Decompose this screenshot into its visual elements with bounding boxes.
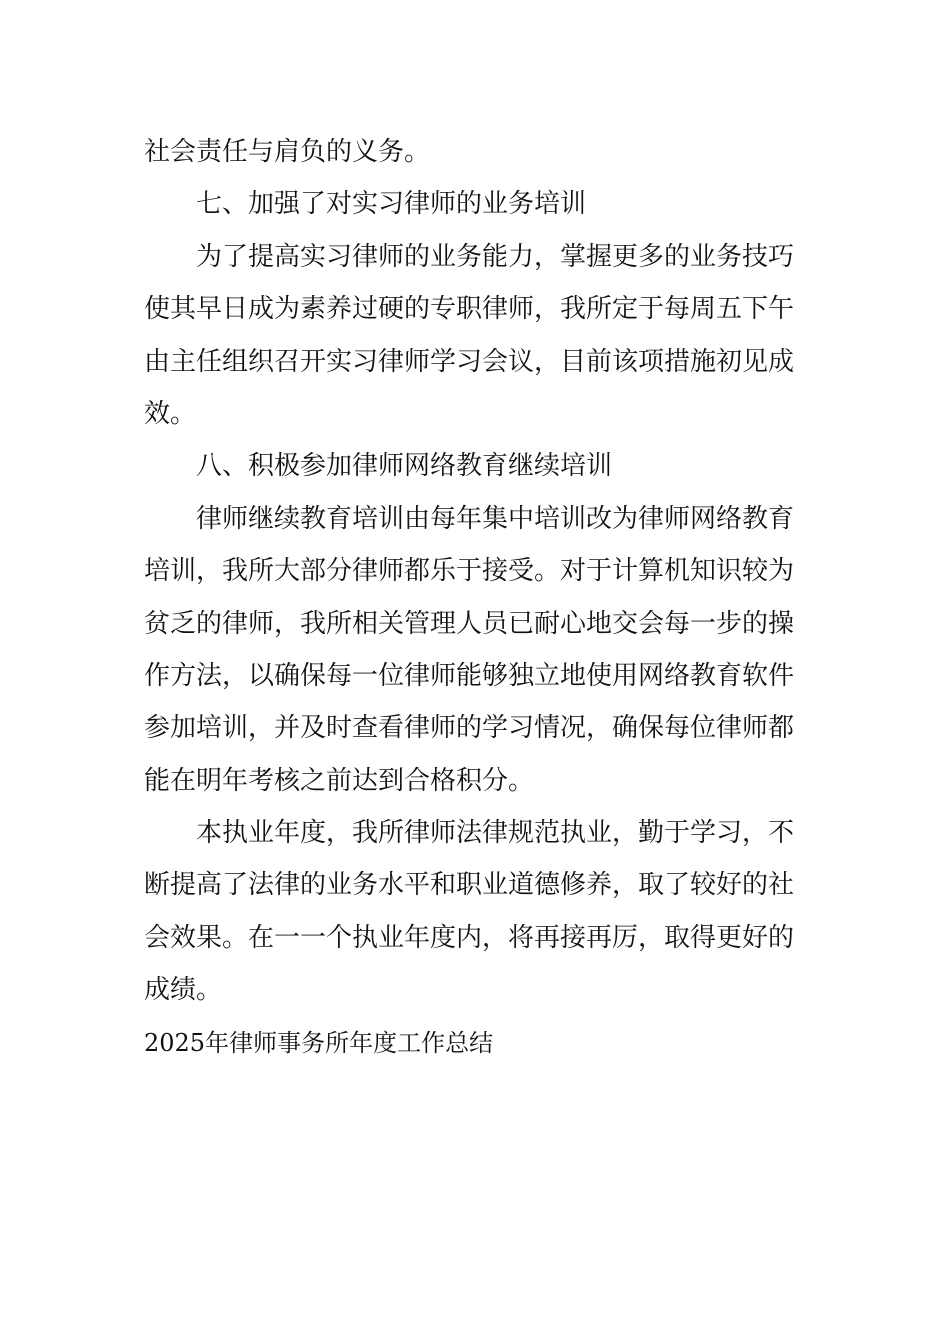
paragraph-line: 断提高了法律的业务水平和职业道德修养，取了较好的社 xyxy=(144,870,795,901)
paragraph-line: 为了提高实习律师的业务能力，掌握更多的业务技巧 xyxy=(196,241,795,272)
paragraph-line: 能在明年考核之前达到合格积分。 xyxy=(144,765,535,796)
document-title-footer: 2025年律师事务所年度工作总结 xyxy=(144,1028,494,1057)
paragraph-line: 成绩。 xyxy=(144,975,223,1006)
section-heading-8: 八、积极参加律师网络教育继续培训 xyxy=(196,451,613,482)
paragraph-line: 培训，我所大部分律师都乐于接受。对于计算机知识较为 xyxy=(144,556,795,587)
paragraph-line: 社会责任与肩负的义务。 xyxy=(144,137,431,167)
document-body xyxy=(144,126,810,1069)
paragraph-line: 律师继续教育培训由每年集中培训改为律师网络教育 xyxy=(196,503,795,534)
section-heading-7: 七、加强了对实习律师的业务培训 xyxy=(196,189,587,220)
paragraph-line: 贫乏的律师，我所相关管理人员已耐心地交会每一步的操 xyxy=(144,608,795,639)
paragraph-line: 由主任组织召开实习律师学习会议，目前该项措施初见成 xyxy=(144,346,795,377)
paragraph-line: 使其早日成为素养过硬的专职律师，我所定于每周五下午 xyxy=(144,294,795,325)
paragraph-line: 会效果。在一一个执业年度内，将再接再厉，取得更好的 xyxy=(144,922,795,953)
paragraph-line: 参加培训，并及时查看律师的学习情况，确保每位律师都 xyxy=(144,713,795,744)
paragraph-line: 本执业年度，我所律师法律规范执业，勤于学习，不 xyxy=(196,818,795,849)
paragraph-line: 作方法，以确保每一位律师能够独立地使用网络教育软件 xyxy=(144,660,795,691)
paragraph-line: 效。 xyxy=(144,398,197,429)
